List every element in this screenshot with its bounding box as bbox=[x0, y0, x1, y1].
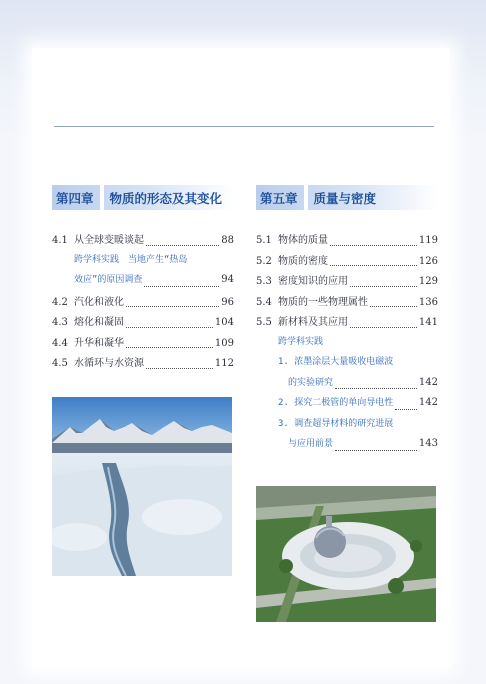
top-divider bbox=[54, 126, 434, 127]
toc-entry-4-1[interactable] bbox=[52, 231, 234, 252]
page-number: 96 bbox=[221, 296, 234, 308]
toc-practice-heading bbox=[256, 334, 438, 355]
section-title: 汽化和液化 bbox=[74, 296, 124, 308]
section-title: 密度知识的应用 bbox=[278, 276, 348, 287]
section-title: 新材料及其应用 bbox=[278, 317, 348, 328]
page-number: 141 bbox=[418, 317, 438, 328]
header-separator bbox=[100, 185, 104, 210]
toc-practice-line1[interactable] bbox=[52, 252, 234, 273]
toc-entry-4-4[interactable] bbox=[52, 334, 234, 355]
section-number: 4.4 bbox=[52, 337, 68, 349]
practice-title-cont: 效应”的原因调查 bbox=[74, 275, 143, 285]
page-number: 119 bbox=[418, 235, 438, 246]
practice-title: 1. 浓墨涂层大量吸收电磁波 bbox=[278, 357, 394, 367]
section-number: 4.5 bbox=[52, 358, 68, 369]
practice-title: 跨学科实践 当地产生“热岛 bbox=[74, 254, 188, 265]
section-title: 熔化和凝固 bbox=[74, 317, 124, 328]
section-title: 物质的一些物理属性 bbox=[278, 296, 368, 308]
chapter-4-toc bbox=[52, 231, 234, 375]
leader-dots bbox=[350, 326, 417, 328]
page-number: 136 bbox=[418, 296, 438, 308]
page-number: 142 bbox=[418, 397, 438, 408]
toc-page bbox=[32, 48, 450, 668]
header-separator bbox=[304, 185, 308, 210]
toc-entry-5-3[interactable] bbox=[256, 272, 438, 293]
page-number: 129 bbox=[418, 276, 438, 287]
chapter-4-column bbox=[52, 185, 234, 375]
section-number: 5.1 bbox=[256, 235, 272, 246]
page-number: 112 bbox=[214, 358, 234, 369]
page-number: 104 bbox=[214, 317, 234, 328]
leader-dots bbox=[335, 449, 417, 451]
section-number: 5.2 bbox=[256, 255, 272, 267]
toc-entry-4-5[interactable] bbox=[52, 354, 234, 375]
leader-dots bbox=[330, 244, 417, 246]
toc-practice-3-line2[interactable] bbox=[256, 436, 438, 457]
page-number: 126 bbox=[418, 255, 438, 267]
chapter-5-column bbox=[256, 185, 438, 457]
chapter-5-header bbox=[256, 185, 438, 210]
leader-dots bbox=[330, 264, 417, 266]
leader-dots bbox=[126, 326, 213, 328]
toc-entry-5-5[interactable] bbox=[256, 313, 438, 334]
practice-title: 2. 探究二极管的单向导电性 bbox=[278, 398, 394, 408]
section-number: 4.3 bbox=[52, 317, 68, 328]
chapter-4-header bbox=[52, 185, 234, 210]
leader-dots bbox=[146, 244, 219, 246]
page-number: 94 bbox=[221, 274, 234, 285]
page-number: 143 bbox=[418, 438, 438, 449]
toc-entry-5-4[interactable] bbox=[256, 293, 438, 314]
toc-entry-4-2[interactable] bbox=[52, 293, 234, 314]
toc-practice-line2[interactable] bbox=[52, 272, 234, 293]
section-title: 物体的质量 bbox=[278, 235, 328, 246]
page-number: 142 bbox=[418, 376, 438, 388]
practice-title-cont: 的实验研究 bbox=[288, 377, 334, 388]
chapter-5-title: 质量与密度 bbox=[313, 190, 377, 206]
chapter-4-title: 物质的形态及其变化 bbox=[109, 190, 223, 206]
leader-dots bbox=[144, 285, 219, 287]
practice-title-cont: 与应用前景 bbox=[288, 439, 334, 449]
leader-dots bbox=[146, 367, 213, 369]
page-number: 88 bbox=[221, 235, 234, 246]
leader-dots bbox=[395, 408, 417, 410]
chapter-4-number: 第四章 bbox=[56, 190, 94, 206]
section-title: 水循环与水资源 bbox=[74, 358, 144, 369]
section-title: 从全球变暖谈起 bbox=[74, 235, 144, 246]
section-number: 4.2 bbox=[52, 296, 68, 308]
leader-dots bbox=[350, 285, 417, 287]
leader-dots bbox=[126, 346, 213, 348]
section-title: 物质的密度 bbox=[278, 255, 328, 267]
chapter-5-number: 第五章 bbox=[260, 190, 298, 206]
leader-dots bbox=[335, 387, 417, 389]
section-number: 5.3 bbox=[256, 276, 272, 287]
toc-practice-3-line1[interactable] bbox=[256, 416, 438, 437]
toc-practice-1-line2[interactable] bbox=[256, 375, 438, 396]
section-number: 5.4 bbox=[256, 296, 272, 308]
chapter-5-toc bbox=[256, 231, 438, 457]
toc-entry-5-2[interactable] bbox=[256, 252, 438, 273]
page-number: 109 bbox=[214, 337, 234, 349]
toc-practice-2[interactable] bbox=[256, 395, 438, 416]
leader-dots bbox=[370, 305, 417, 307]
section-number: 4.1 bbox=[52, 235, 68, 246]
toc-entry-5-1[interactable] bbox=[256, 231, 438, 252]
toc-practice-1-line1[interactable] bbox=[256, 354, 438, 375]
museum-aerial-photo bbox=[256, 486, 436, 622]
glacier-photo bbox=[52, 397, 232, 576]
section-number: 5.5 bbox=[256, 317, 272, 328]
practice-heading: 跨学科实践 bbox=[278, 336, 324, 347]
section-title: 升华和凝华 bbox=[74, 337, 124, 349]
leader-dots bbox=[126, 305, 219, 307]
toc-entry-4-3[interactable] bbox=[52, 313, 234, 334]
practice-title: 3. 调查超导材料的研究进展 bbox=[278, 418, 394, 429]
